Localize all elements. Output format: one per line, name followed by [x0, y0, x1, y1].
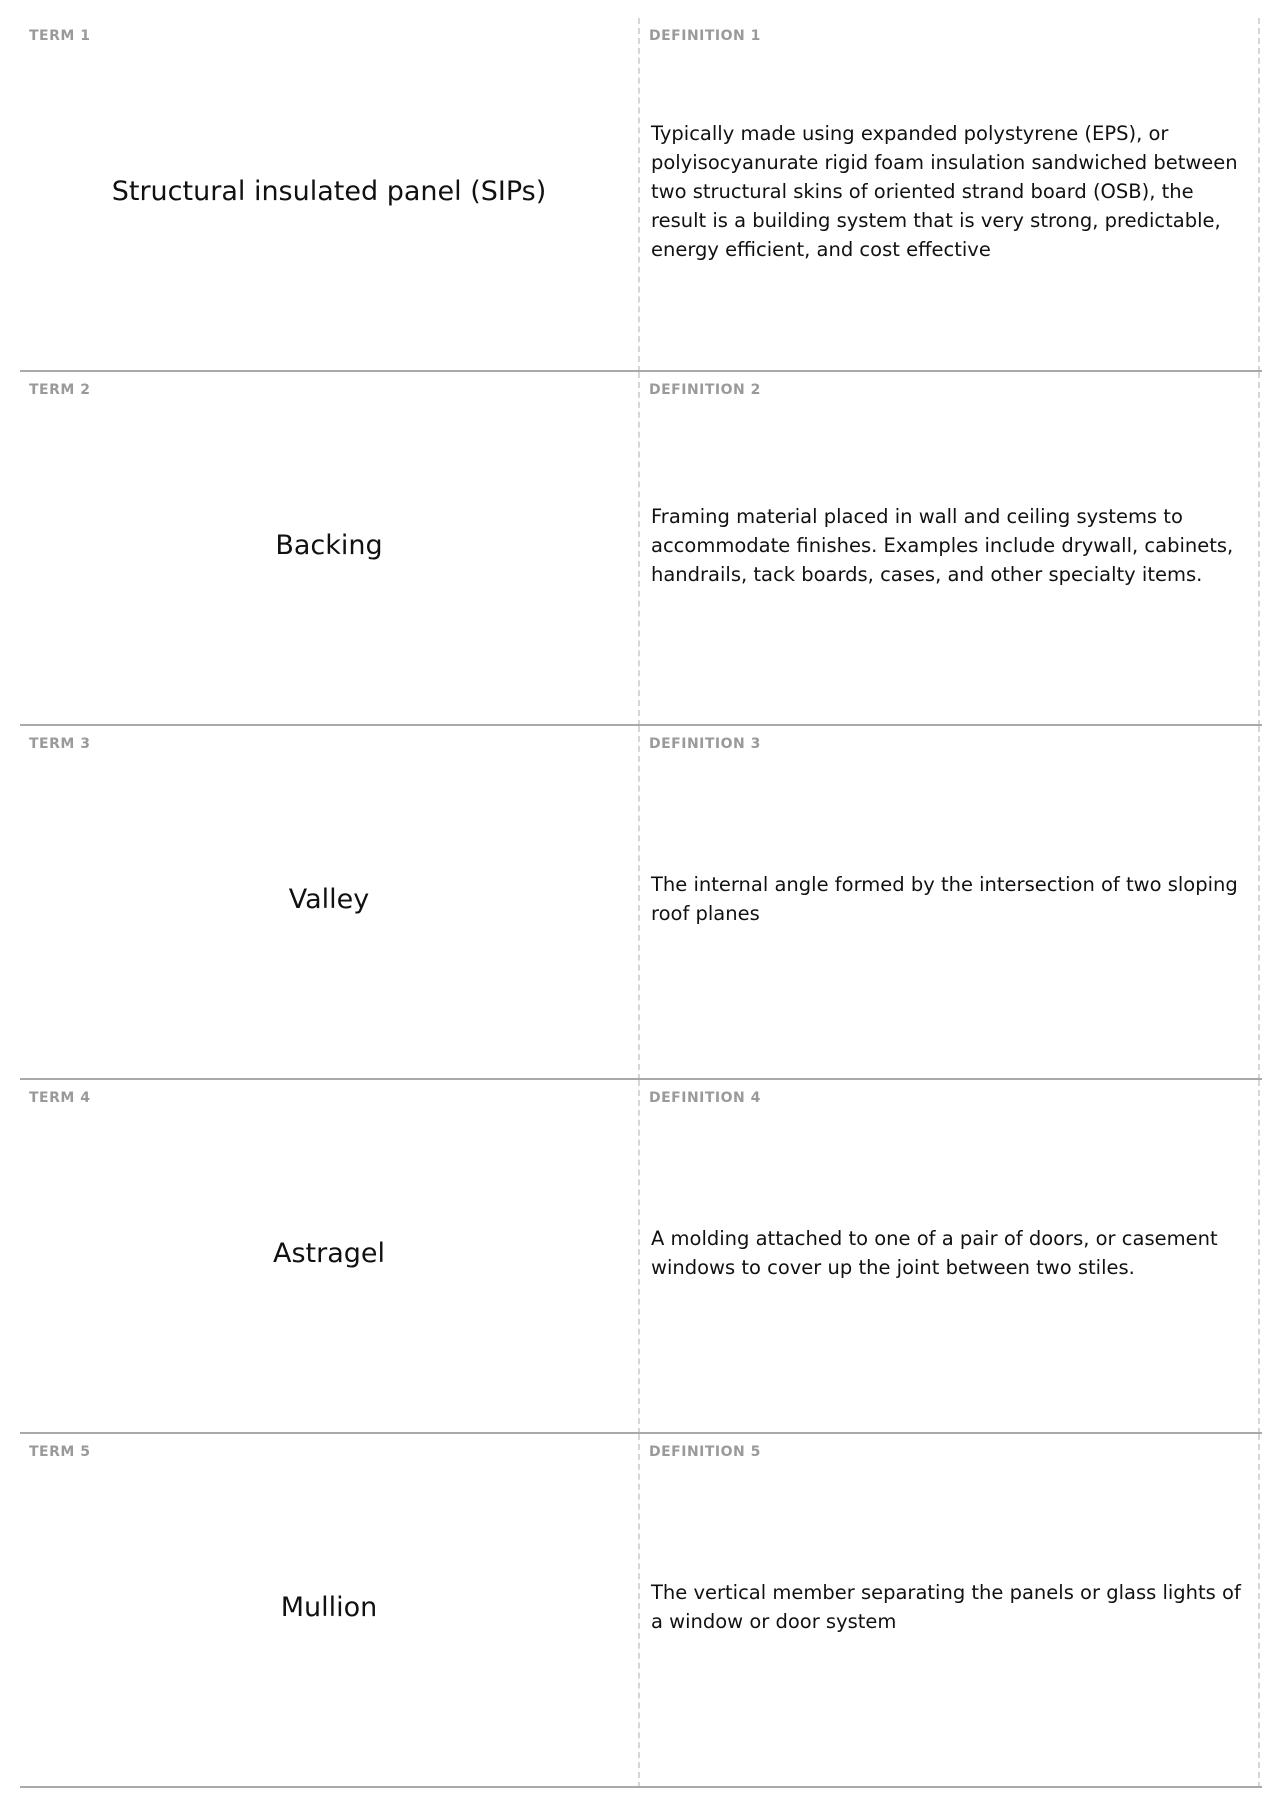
term-text: Valley: [288, 883, 370, 915]
flashcard: [20, 726, 1262, 1080]
term-panel: [20, 726, 640, 1080]
definition-panel: [640, 726, 1260, 1080]
definition-label: DEFINITION 3: [649, 736, 761, 752]
flashcard: [20, 1434, 1262, 1788]
term-text: Astragel: [272, 1237, 386, 1269]
term-label: TERM 1: [29, 28, 91, 44]
term-text: Mullion: [280, 1591, 378, 1623]
definition-text: [651, 1434, 1254, 1788]
card-divider: [20, 1786, 1262, 1788]
term-label: TERM 2: [29, 382, 91, 398]
definition-body: Typically made using expanded polystyrene (EPS), or polyisocyanurate rigid foam insulation sandwiched between two structural skins of oriented strand board (OSB), the result is a building system that is very strong, predictable, energy efficient, and cost effective: [651, 121, 1238, 261]
definition-text: [651, 726, 1254, 1080]
term-panel: [20, 18, 640, 372]
term-label: TERM 5: [29, 1444, 91, 1460]
term-panel: [20, 372, 640, 726]
flashcard: [20, 372, 1262, 726]
definition-panel: [640, 372, 1260, 726]
definition-body: The internal angle formed by the intersection of two sloping roof planes: [651, 873, 1238, 925]
definition-panel: [640, 18, 1260, 372]
definition-label: DEFINITION 5: [649, 1444, 761, 1460]
definition-label: DEFINITION 1: [649, 28, 761, 44]
term-text: Structural insulated panel (SIPs): [111, 175, 547, 207]
term-label: TERM 4: [29, 1090, 91, 1106]
definition-text: [651, 1080, 1254, 1434]
term-panel: [20, 1080, 640, 1434]
term-text: Backing: [275, 529, 383, 561]
definition-label: DEFINITION 4: [649, 1090, 761, 1106]
definition-label: DEFINITION 2: [649, 382, 761, 398]
flashcard: [20, 18, 1262, 372]
definition-panel: [640, 1080, 1260, 1434]
definition-text: [651, 18, 1254, 372]
definition-body: The vertical member separating the panels or glass lights of a window or door system: [651, 1581, 1241, 1633]
term-panel: [20, 1434, 640, 1788]
definition-body: A molding attached to one of a pair of doors, or casement windows to cover up the joint between two stiles.: [651, 1227, 1218, 1279]
definition-panel: [640, 1434, 1260, 1788]
definition-text: [651, 372, 1254, 726]
definition-body: Framing material placed in wall and ceiling systems to accommodate finishes. Examples include drywall, cabinets, handrails, tack boards, cases, and other specialty items.: [651, 504, 1234, 586]
term-label: TERM 3: [29, 736, 91, 752]
flashcard-sheet: [20, 18, 1262, 1788]
flashcard: [20, 1080, 1262, 1434]
